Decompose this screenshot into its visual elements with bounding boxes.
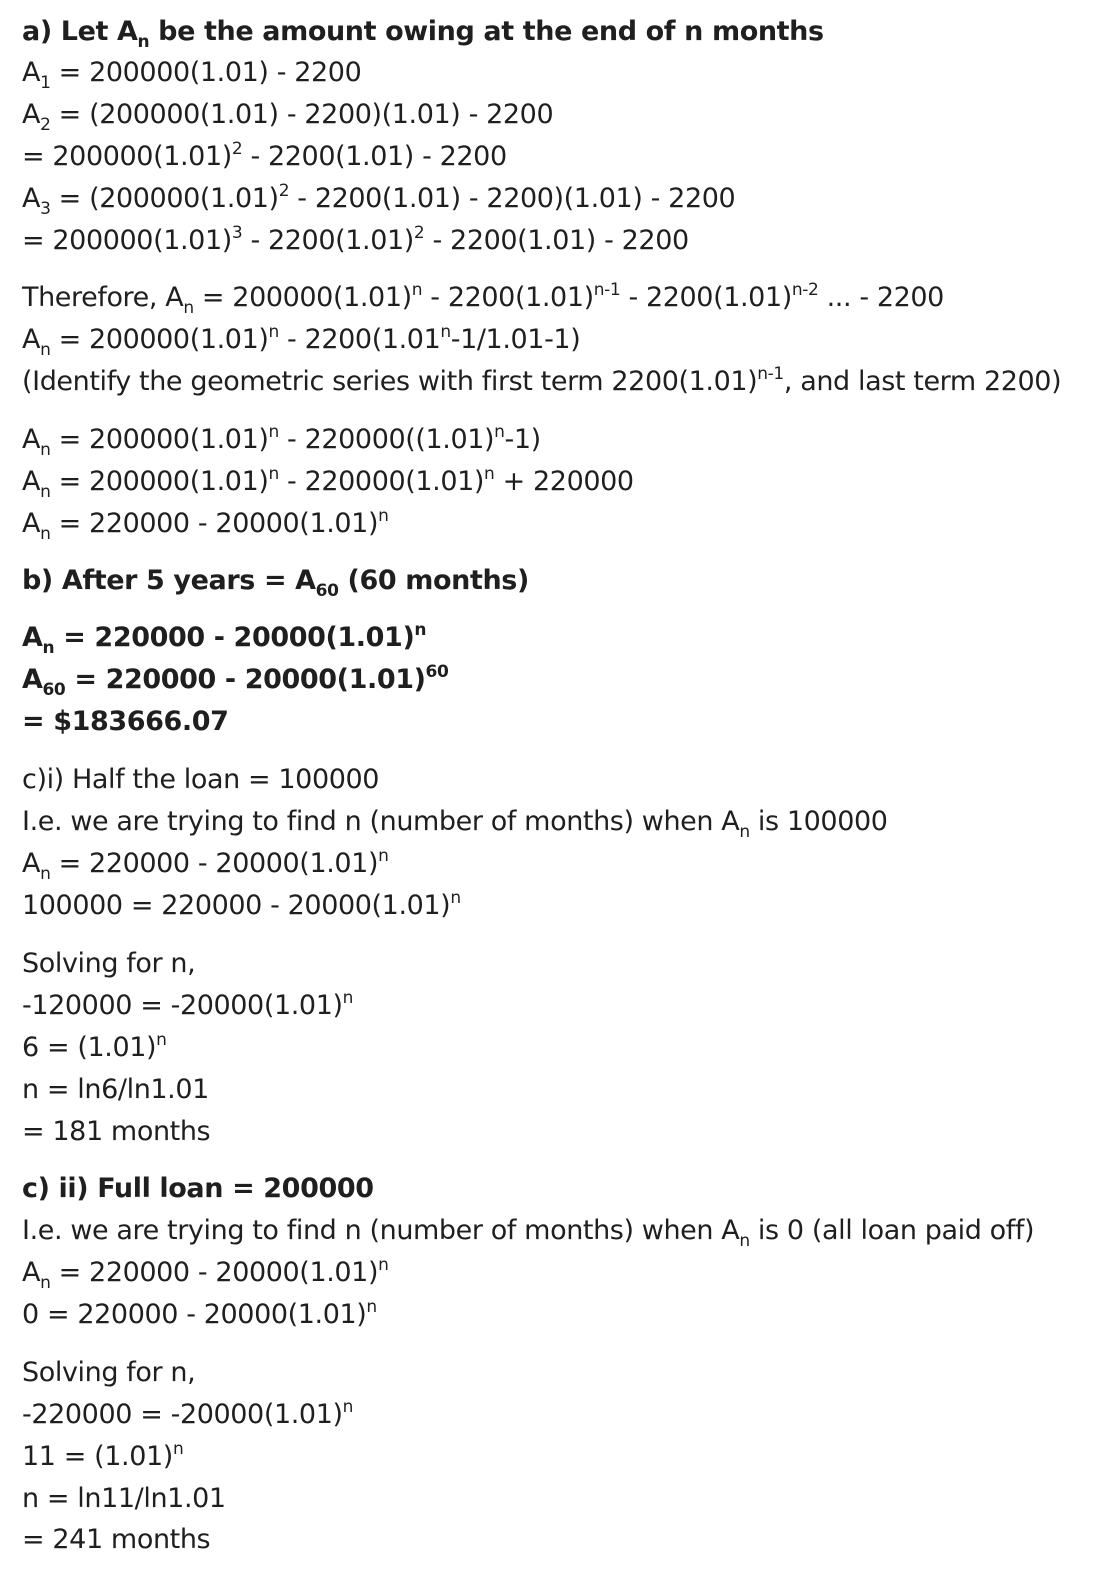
superscript: n-2 <box>791 280 819 300</box>
superscript: n <box>494 422 505 442</box>
subscript: n <box>40 524 51 544</box>
superscript: 2 <box>231 139 243 159</box>
text-segment: b) After 5 years = A <box>22 565 316 596</box>
text-segment: A <box>22 622 43 653</box>
text-segment: - 220000((1.01) <box>278 424 495 455</box>
text-line <box>22 1523 210 1557</box>
text-segment: + 220000 <box>494 466 634 497</box>
text-segment: (60 months) <box>338 565 529 596</box>
text-line <box>22 947 195 981</box>
text-line <box>22 464 634 502</box>
text-line <box>22 56 362 93</box>
text-segment: = 220000 - 20000(1.01) <box>50 508 379 539</box>
subscript: 60 <box>42 680 66 700</box>
text-segment: - 2200(1.01) - 2200 <box>424 225 689 256</box>
text-segment: = $183666.07 <box>22 706 229 737</box>
text-segment: - 2200(1.01) <box>422 282 594 313</box>
text-line <box>22 224 689 258</box>
text-segment: = 220000 - 20000(1.01) <box>65 664 426 695</box>
text-line <box>22 662 449 700</box>
superscript: 2 <box>413 223 425 243</box>
text-segment: = 200000(1.01) <box>50 424 269 455</box>
subscript: n <box>137 32 150 52</box>
superscript: n <box>450 888 461 908</box>
text-line <box>22 805 888 842</box>
text-line <box>22 564 529 601</box>
superscript: n <box>440 322 451 342</box>
superscript: n <box>268 422 279 442</box>
subscript: n <box>183 298 194 318</box>
subscript: 1 <box>40 73 51 93</box>
text-line <box>22 1115 210 1149</box>
superscript: n <box>156 1030 167 1050</box>
text-segment: Solving for n, <box>22 948 196 979</box>
text-segment: c) ii) Full loan = 200000 <box>22 1173 374 1204</box>
text-line <box>22 322 581 360</box>
text-segment: A <box>22 1257 41 1288</box>
text-segment: 100000 = 220000 - 20000(1.01) <box>22 890 451 921</box>
subscript: n <box>40 1273 51 1293</box>
text-segment: n = ln6/ln1.01 <box>22 1074 209 1105</box>
text-segment: 6 = (1.01) <box>22 1032 157 1063</box>
text-segment: A <box>22 99 41 130</box>
superscript: n <box>378 846 389 866</box>
text-segment: - 2200(1.01 <box>278 324 441 355</box>
subscript: n <box>42 638 55 658</box>
text-segment: = (200000(1.01) - 2200)(1.01) - 2200 <box>50 99 554 130</box>
text-line <box>22 280 944 318</box>
superscript: 2 <box>278 181 290 201</box>
text-segment: - 2200(1.01) - 2200 <box>242 141 507 172</box>
text-line <box>22 620 427 658</box>
text-segment: I.e. we are trying to find n (number of months) when A <box>22 1215 740 1246</box>
subscript: n <box>739 1231 750 1251</box>
text-segment: - 2200(1.01) <box>242 225 414 256</box>
text-segment: n = ln11/ln1.01 <box>22 1483 226 1514</box>
text-line <box>22 889 461 923</box>
superscript: n <box>268 322 279 342</box>
text-segment: is 100000 <box>749 806 888 837</box>
text-line <box>22 1398 353 1432</box>
subscript: n <box>40 482 51 502</box>
text-segment: A <box>22 466 41 497</box>
text-line <box>22 422 541 460</box>
text-segment: = 220000 - 20000(1.01) <box>50 1257 379 1288</box>
text-segment: , and last term 2200) <box>783 366 1062 397</box>
superscript: 60 <box>425 662 449 682</box>
text-segment: 0 = 220000 - 20000(1.01) <box>22 1299 367 1330</box>
superscript: 3 <box>231 223 243 243</box>
text-segment: = 200000(1.01) <box>50 324 269 355</box>
superscript: n <box>484 464 495 484</box>
text-line <box>22 1172 374 1206</box>
text-segment: -1/1.01-1) <box>450 324 581 355</box>
text-segment: Therefore, A <box>22 282 184 313</box>
text-segment: A <box>22 424 41 455</box>
superscript: n <box>366 1297 377 1317</box>
text-segment: -120000 = -20000(1.01) <box>22 990 343 1021</box>
superscript: n <box>342 988 353 1008</box>
text-line <box>22 98 554 135</box>
text-line <box>22 1356 195 1390</box>
text-segment: = 241 months <box>22 1524 211 1555</box>
text-segment: = 200000(1.01) <box>22 225 232 256</box>
text-line <box>22 140 507 174</box>
text-segment: = 220000 - 20000(1.01) <box>50 848 379 879</box>
subscript: n <box>739 822 750 842</box>
text-segment: = 200000(1.01) <box>50 466 269 497</box>
text-segment: is 0 (all loan paid off) <box>749 1215 1035 1246</box>
text-segment: = 200000(1.01) - 2200 <box>50 57 362 88</box>
text-line <box>22 763 379 797</box>
text-segment: = 200000(1.01) <box>193 282 412 313</box>
text-segment: -1) <box>504 424 541 455</box>
subscript: 60 <box>315 581 339 601</box>
text-segment: A <box>22 324 41 355</box>
text-line <box>22 181 736 219</box>
text-line <box>22 365 1061 399</box>
text-segment: - 220000(1.01) <box>278 466 485 497</box>
text-line <box>22 1214 1035 1251</box>
subscript: 2 <box>40 115 51 135</box>
text-line <box>22 1440 183 1474</box>
text-segment: = 220000 - 20000(1.01) <box>54 622 415 653</box>
superscript: n-1 <box>593 280 621 300</box>
text-line <box>22 1298 377 1332</box>
text-segment: A <box>22 848 41 879</box>
subscript: n <box>40 864 51 884</box>
superscript: n <box>414 620 427 640</box>
superscript: n <box>342 1397 353 1417</box>
text-line <box>22 15 824 52</box>
text-segment: - 2200(1.01) <box>620 282 792 313</box>
text-line <box>22 506 389 544</box>
text-segment: Solving for n, <box>22 1357 196 1388</box>
text-segment: - 2200(1.01) - 2200)(1.01) - 2200 <box>289 183 736 214</box>
superscript: n <box>411 280 423 300</box>
text-line <box>22 846 389 884</box>
superscript: n <box>378 506 389 526</box>
text-segment: -220000 = -20000(1.01) <box>22 1399 343 1430</box>
text-line <box>22 705 229 739</box>
text-segment: A <box>22 183 41 214</box>
superscript: n-1 <box>757 364 784 384</box>
text-segment: A <box>22 508 41 539</box>
text-segment: ... - 2200 <box>818 282 944 313</box>
subscript: n <box>40 440 51 460</box>
text-line <box>22 1482 226 1516</box>
text-segment: 11 = (1.01) <box>22 1441 173 1472</box>
superscript: n <box>378 1255 389 1275</box>
text-line <box>22 1255 389 1293</box>
text-segment: = 181 months <box>22 1116 211 1147</box>
text-line <box>22 989 353 1023</box>
text-segment: I.e. we are trying to find n (number of months) when A <box>22 806 740 837</box>
text-segment: a) Let A <box>22 16 138 47</box>
text-segment: A <box>22 664 43 695</box>
text-segment: (Identify the geometric series with first term 2200(1.01) <box>22 366 758 397</box>
text-segment: be the amount owing at the end of n months <box>149 16 824 47</box>
text-segment: = (200000(1.01) <box>50 183 279 214</box>
superscript: n <box>268 464 279 484</box>
text-line <box>22 1031 167 1065</box>
text-segment: c)i) Half the loan = 100000 <box>22 764 380 795</box>
text-segment: A <box>22 57 41 88</box>
text-line <box>22 1073 209 1107</box>
subscript: n <box>40 340 51 360</box>
superscript: n <box>172 1439 184 1459</box>
text-segment: = 200000(1.01) <box>22 141 232 172</box>
subscript: 3 <box>40 199 51 219</box>
